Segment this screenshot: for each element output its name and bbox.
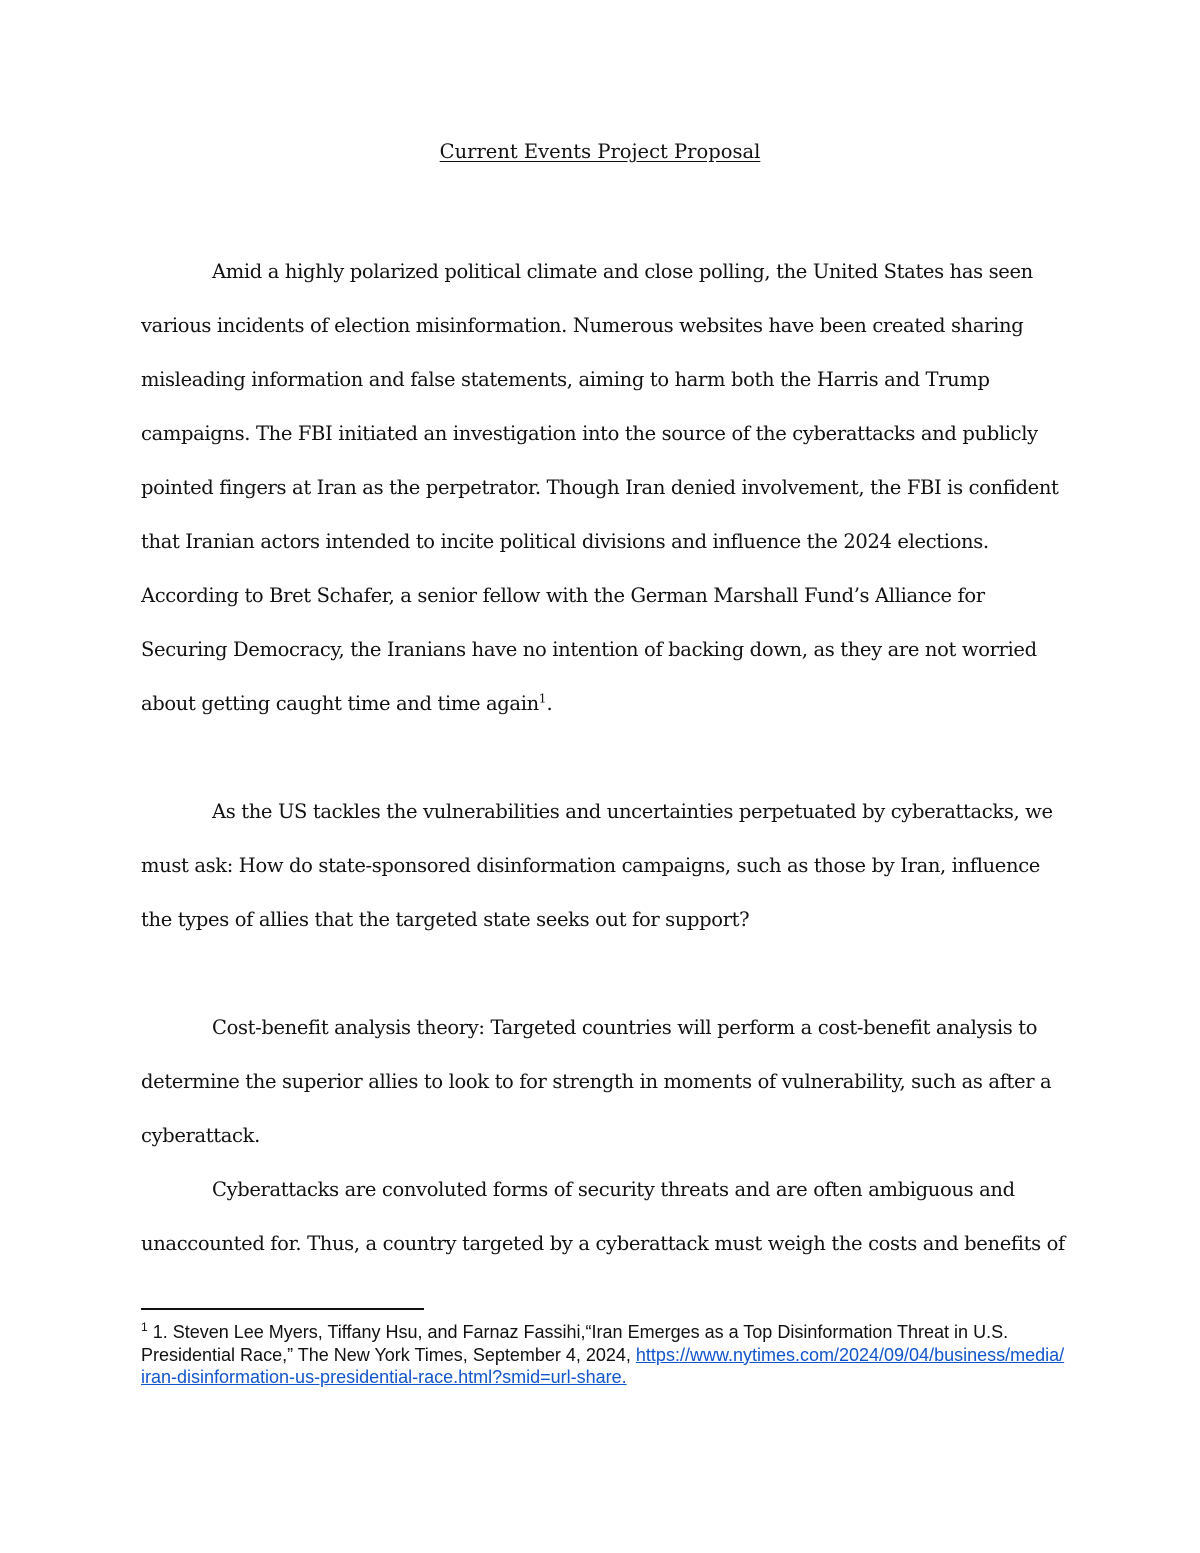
document-title: Current Events Project Proposal [439, 140, 761, 163]
paragraph-cost-benefit-theory: Cost-benefit analysis theory: Targeted countries will perform a cost-benefit analysis to determine the superior allies to look to for strength in moments of vulnerability, such as after a cyberattack. [141, 1016, 1052, 1147]
document-body [141, 245, 1066, 1271]
paragraph-election-misinformation [141, 245, 1066, 731]
paragraph-research-question: As the US tackles the vulnerabilities and uncertainties perpetuated by cyberattacks, we must ask: How do state-sponsored disinformation campaigns, such as those by Iran, influence the types of allies that the targeted state seeks out for support? [141, 800, 1053, 931]
paragraph-cyberattacks: Cyberattacks are convoluted forms of security threats and are often ambiguous and unaccounted for. Thus, a country targeted by a cyberattack must weigh the costs and benefits of [141, 1178, 1065, 1255]
footnote-citation: 1. Steven Lee Myers, Tiffany Hsu, and Farnaz Fassihi,“Iran Emerges as a Top Disinformation Threat in U.S. Presidential Race,” The New York Times, September 4, 2024, [141, 1322, 1009, 1365]
footnote-separator [141, 1308, 424, 1310]
footnote-mark: 1 [141, 1320, 148, 1334]
footnote [141, 1321, 1066, 1389]
footnote-reference[interactable]: 1 [538, 691, 547, 706]
paragraph-end: . [546, 692, 553, 715]
footnote-link[interactable]: https://www.nytimes.com/2024/09/04/business/media/iran-disinformation-us-presidential-race.html?smid=url-share. [141, 1344, 1065, 1388]
paragraph-text: Amid a highly polarized political climate and close polling, the United States has seen various incidents of election misinformation. Numerous websites have been created sharing misleading information and false statements, aiming to harm both the Harris and Trump campaigns. The FBI initiated an investigation into the source of the cyberattacks and publicly pointed fingers at Iran as the perpetrator. Though Iran denied involvement, the FBI is confident that Iranian actors intended to incite political divisions and influence the 2024 elections. According to Bret Schafer, a senior fellow with the German Marshall Fund’s Alliance for Securing Democracy, the Iranians have no intention of backing down, as they are not worried about getting caught time and time again [141, 260, 1059, 715]
